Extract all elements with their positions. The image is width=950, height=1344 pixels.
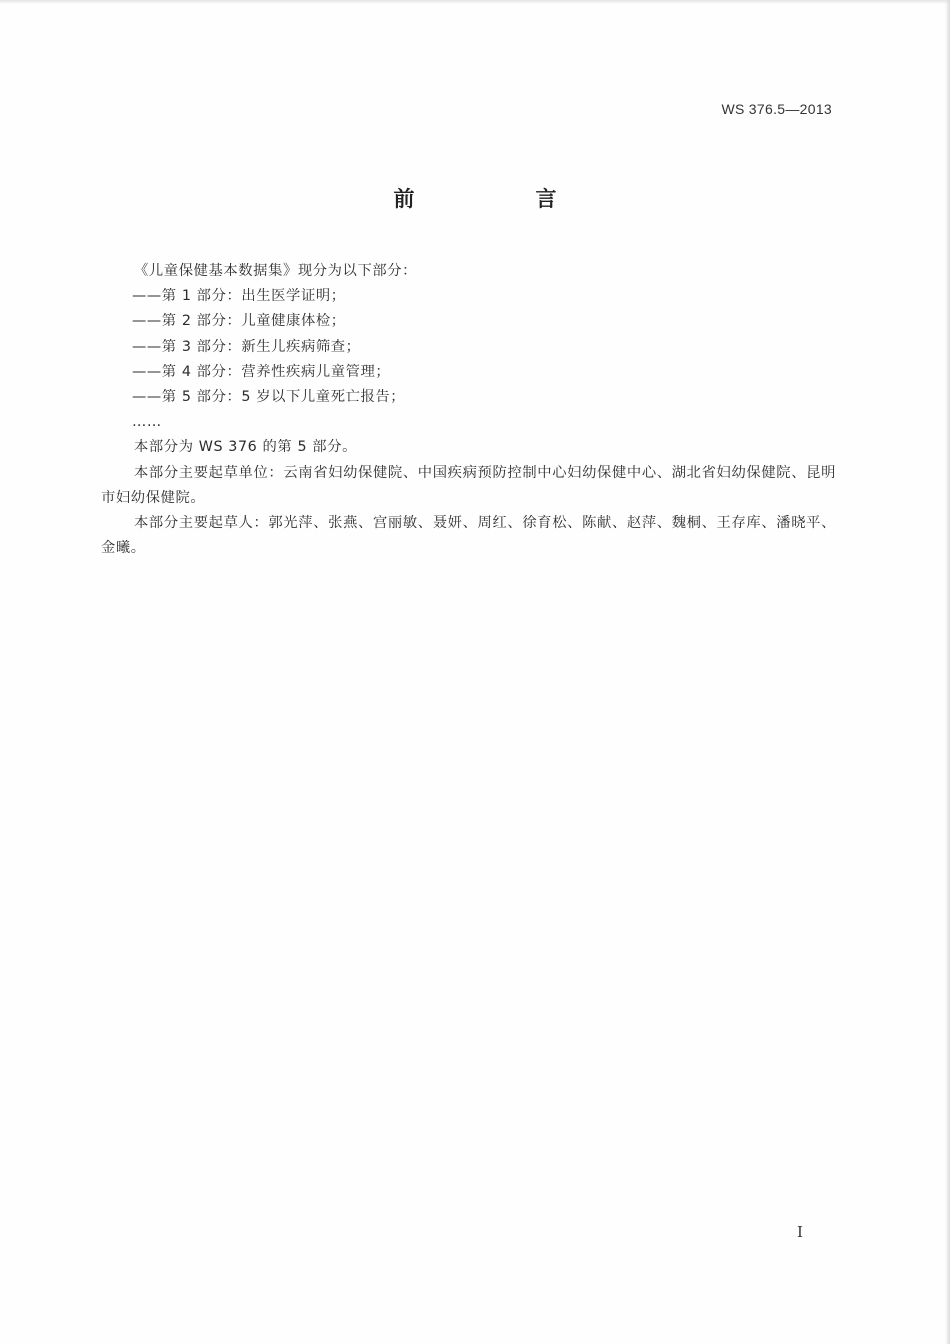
page-number: I — [797, 1223, 803, 1241]
part-item-2: ——第 2 部分：儿童健康体检； — [132, 313, 346, 330]
drafting-units: 本部分主要起草单位：云南省妇幼保健院、中国疾病预防控制中心妇幼保健中心、湖北省妇幼保健院、昆明市妇幼保健院。 — [101, 464, 836, 506]
standard-code: WS 376.5—2013 — [721, 101, 832, 117]
intro-paragraph: 《儿童保健基本数据集》现分为以下部分： — [134, 263, 418, 279]
part-item-3: ——第 3 部分：新生儿疾病筛查； — [132, 338, 361, 355]
scan-edge-top — [0, 0, 950, 4]
part-statement: 本部分为 WS 376 的第 5 部分。 — [134, 439, 357, 456]
drafters: 本部分主要起草人：郭光萍、张燕、宫丽敏、聂妍、周红、徐育松、陈献、赵萍、魏桐、王存库、潘晓平、金曦。 — [101, 515, 836, 557]
part-item-5: ——第 5 部分：5 岁以下儿童死亡报告； — [132, 389, 406, 406]
page-title: 前 言 — [393, 187, 607, 211]
part-ellipsis: …… — [132, 414, 162, 431]
part-item-4: ——第 4 部分：营养性疾病儿童管理； — [132, 363, 391, 380]
foreword-body — [101, 259, 836, 561]
part-item-1: ——第 1 部分：出生医学证明； — [132, 288, 346, 305]
